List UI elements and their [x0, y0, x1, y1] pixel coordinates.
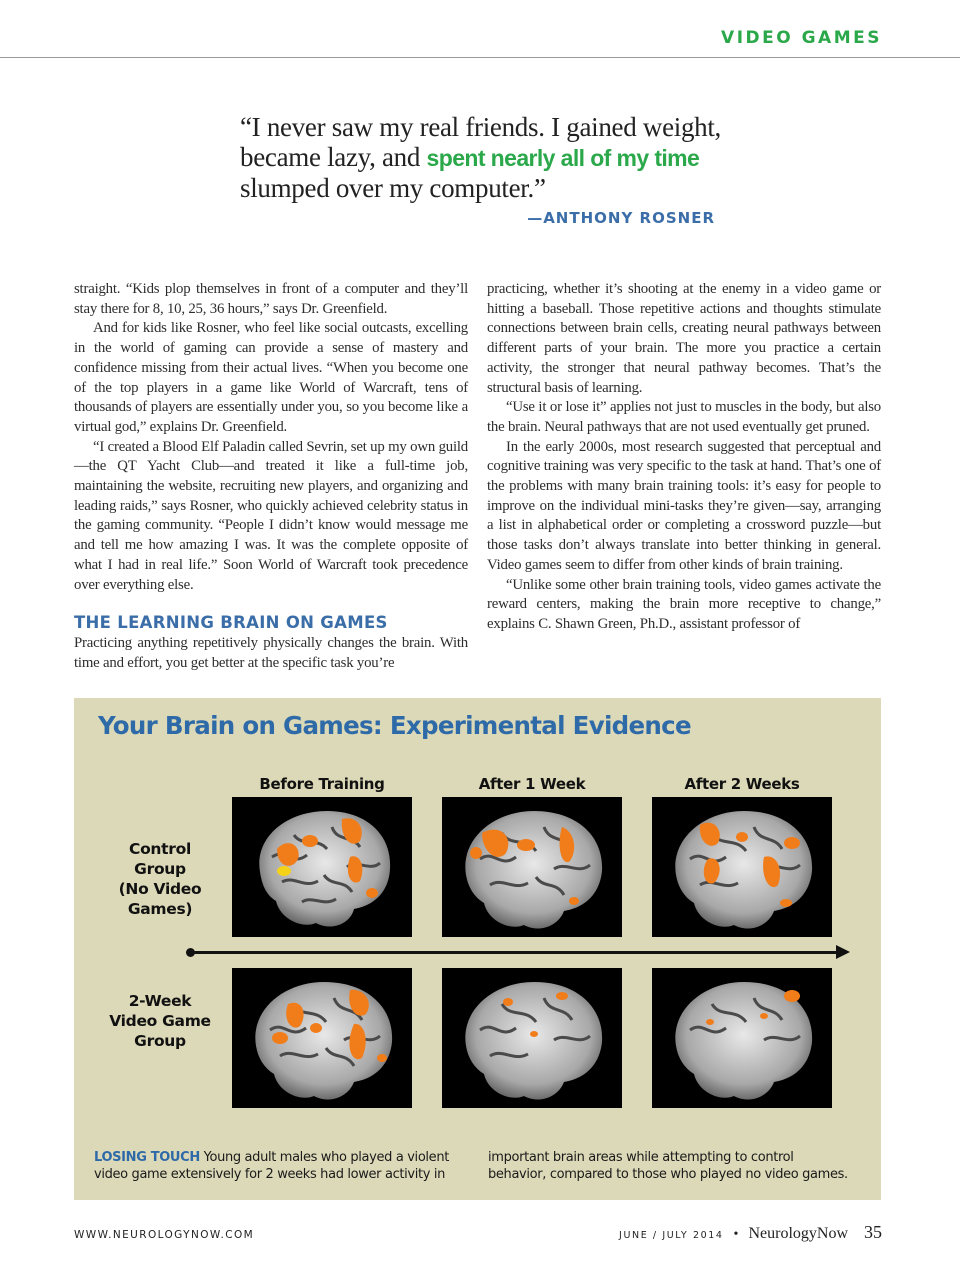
timeline-arrow-line	[188, 951, 840, 954]
pull-quote-text-2: slumped over my computer.”	[240, 173, 546, 203]
brain-figure	[74, 698, 881, 1200]
caption-text: Young adult males who played a violent video game extensively for 2 weeks had lower activity in	[94, 1150, 449, 1182]
footer-website: WWW.NEUROLOGYNOW.COM	[74, 1229, 255, 1241]
paragraph: And for kids like Rosner, who feel like social outcasts, excelling in the world of gaming can provide a sense of mastery and confidence missing from their actual lives. “When you become one of the top players in a game like World of Warcraft, tens of thousands of players are essentially under you, so you become like a virtual god,” explains Dr. Greenfield.	[74, 320, 468, 435]
paragraph: In the early 2000s, most research suggested that perceptual and cognitive training was very specific to the task at hand. That’s one of the problems with many brain training tools: it’s easy for people to improve on the individual mini-tasks they’re given—say, arranging a list in alphabetical order or completing a crossword puzzle—but those tasks don’t always translate into better thinking in general. Video games seem to differ from other kinds of brain training.	[487, 438, 881, 573]
row-label-line: Group	[134, 1032, 186, 1050]
row-label-line: Control	[129, 840, 191, 858]
timeline-arrowhead-icon	[836, 945, 850, 959]
figure-caption-right: important brain areas while attempting to control behavior, compared to those who played no video games.	[488, 1150, 848, 1182]
row-label-line: Video Game	[109, 1012, 211, 1030]
pull-quote-attribution: —ANTHONY ROSNER	[527, 209, 715, 227]
column-header-after-2-weeks: After 2 Weeks	[684, 775, 800, 793]
brain-scan-control-before	[232, 797, 412, 937]
paragraph: practicing, whether it’s shooting at the enemy in a video game or hitting a baseball. Those repetitive actions and thoughts stimulate connections between brain cells, creating neural pathways between different parts of your brain. The more you practice a certain activity, the stronger that neural pathway becomes. That’s the structural basis of learning.	[487, 281, 881, 396]
column-header-before-training: Before Training	[259, 775, 385, 793]
header-divider	[0, 57, 960, 58]
section-subhead: THE LEARNING BRAIN ON GAMES	[74, 613, 388, 633]
paragraph: straight. “Kids plop themselves in front of a computer and they’ll stay there for 8, 10, 25, 36 hours,” says Dr. Greenfield.	[74, 281, 468, 317]
footer-magazine-name: NeurologyNow	[748, 1225, 848, 1242]
brain-scan-game-before	[232, 968, 412, 1108]
row-label-line: (No Video	[118, 880, 202, 898]
brain-scan-game-week1	[442, 968, 622, 1108]
paragraph: “Use it or lose it” applies not just to muscles in the body, but also the brain. Neural pathways that are not used eventually get pruned.	[487, 399, 881, 435]
pull-quote-highlight: spent nearly all of my time	[426, 145, 700, 171]
row-label-video-game-group	[98, 991, 222, 1051]
figure-title: Your Brain on Games: Experimental Evidence	[98, 711, 691, 740]
caption-lead: LOSING TOUCH	[94, 1150, 200, 1165]
row-label-control-group	[98, 839, 222, 919]
figure-caption-left	[94, 1149, 454, 1183]
paragraph: “Unlike some other brain training tools, video games activate the reward centers, making the brain more receptive to change,” explains C. Shawn Green, Ph.D., assistant professor of	[487, 576, 881, 632]
footer-info	[619, 1222, 882, 1243]
footer-bullet: •	[733, 1227, 739, 1242]
row-label-line: 2-Week	[128, 992, 192, 1010]
section-label: VIDEO GAMES	[721, 28, 882, 48]
brain-scan-control-week1	[442, 797, 622, 937]
row-label-line: Games)	[127, 900, 193, 918]
pull-quote-text-1: “I never saw my real friends. I gained weight, became lazy, and	[240, 112, 722, 172]
pull-quote	[240, 112, 760, 203]
brain-scan-game-week2	[652, 968, 832, 1108]
column-header-after-1-week: After 1 Week	[478, 775, 586, 793]
footer-date: JUNE / JULY 2014	[619, 1230, 724, 1241]
row-label-line: Group	[134, 860, 186, 878]
brain-scan-control-week2	[652, 797, 832, 937]
paragraph: “I created a Blood Elf Paladin called Sevrin, set up my own guild—the QT Yacht Club—and treated it like a full-time job, maintaining the website, recruiting new players, and organizing and leading raids,” says Rosner, who quickly achieved celebrity status in the gaming community. “People I didn’t know would message me and tell me how amazing I was. It was the complete opposite of what I had in real life.” Soon World of Warcraft took precedence over everything else.	[74, 438, 468, 593]
right-column	[487, 280, 881, 635]
left-column	[74, 280, 468, 673]
page-number: 35	[864, 1222, 882, 1242]
paragraph: Practicing anything repetitively physically changes the brain. With time and effort, you get better at the specific task you’re	[74, 634, 468, 671]
